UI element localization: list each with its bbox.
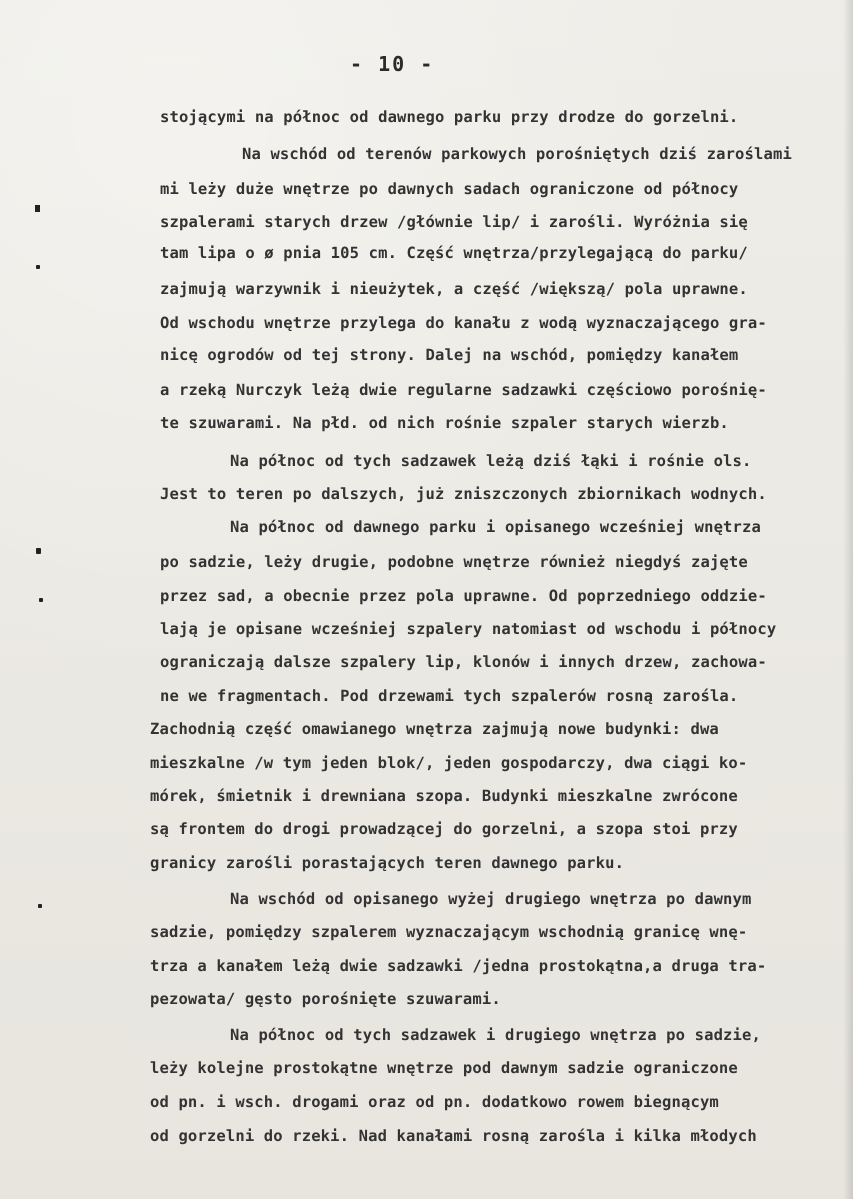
punch-mark (36, 265, 40, 269)
punch-mark (35, 205, 40, 212)
text-line: mi leży duże wnętrze po dawnych sadach ograniczone od północy (160, 180, 739, 198)
text-line: po sadzie, leży drugie, podobne wnętrze również niegdyś zajęte (160, 553, 748, 571)
text-line: Jest to teren po dalszych, już zniszczonych zbiornikach wodnych. (160, 485, 767, 503)
text-line: Na północ od tych sadzawek leżą dziś łąki i rośnie ols. (230, 452, 752, 470)
text-line: są frontem do drogi prowadzącej do gorzelni, a szopa stoi przy (150, 820, 738, 838)
punch-mark (39, 598, 43, 602)
text-line: leży kolejne prostokątne wnętrze pod dawnym sadzie ograniczone (150, 1059, 738, 1077)
text-line: a rzeką Nurczyk leżą dwie regularne sadzawki częściowo porośnię- (160, 381, 767, 399)
punch-mark (36, 548, 41, 554)
text-line: Od wschodu wnętrze przylega do kanału z wodą wyznaczającego gra- (160, 314, 767, 332)
text-line: granicy zarośli porastających teren dawnego parku. (150, 854, 625, 872)
text-line: Na wschód od terenów parkowych porośniętych dziś zaroślami (242, 145, 792, 163)
text-line: mórek, śmietnik i drewniana szopa. Budynki mieszkalne zwrócone (150, 787, 738, 805)
text-line: szpalerami starych drzew /głównie lip/ i zarośli. Wyróżnia się (160, 213, 748, 231)
text-line: te szuwarami. Na płd. od nich rośnie szpaler starych wierzb. (160, 414, 729, 432)
text-line: stojącymi na północ od dawnego parku przy drodze do gorzelni. (160, 108, 739, 126)
text-line: ne we fragmentach. Pod drzewami tych szpalerów rosną zarośla. (160, 687, 739, 705)
text-line: Na północ od dawnego parku i opisanego wcześniej wnętrza (230, 518, 761, 536)
text-line: sadzie, pomiędzy szpalerem wyznaczającym wschodnią granicę wnę- (150, 923, 748, 941)
text-line: lają je opisane wcześniej szpalery natomiast od wschodu i północy (160, 620, 777, 638)
page-number: - 10 - (350, 52, 435, 76)
text-line: Na północ od tych sadzawek i drugiego wnętrza po sadzie, (230, 1026, 761, 1044)
text-line: ograniczają dalsze szpalery lip, klonów i innych drzew, zachowa- (160, 653, 767, 671)
text-line: Na wschód od opisanego wyżej drugiego wnętrza po dawnym (230, 890, 752, 908)
text-line: mieszkalne /w tym jeden blok/, jeden gospodarczy, dwa ciągi ko- (150, 754, 748, 772)
text-line: trza a kanałem leżą dwie sadzawki /jedna prostokątna,a druga tra- (150, 957, 767, 975)
text-line: tam lipa o ø pnia 105 cm. Część wnętrza/przylegającą do parku/ (160, 244, 748, 262)
text-line: pezowata/ gęsto porośnięte szuwarami. (150, 990, 501, 1008)
text-line: od gorzelni do rzeki. Nad kanałami rosną zarośla i kilka młodych (150, 1127, 757, 1145)
text-line: od pn. i wsch. drogami oraz od pn. dodatkowo rowem biegnącym (150, 1093, 719, 1111)
text-line: zajmują warzywnik i nieużytek, a część /większą/ pola uprawne. (160, 280, 748, 298)
text-line: nicę ogrodów od tej strony. Dalej na wschód, pomiędzy kanałem (160, 346, 739, 364)
page-edge-shadow (843, 0, 853, 1199)
punch-mark (38, 904, 42, 908)
text-line: Zachodnią część omawianego wnętrza zajmują nowe budynki: dwa (150, 720, 719, 738)
text-line: przez sad, a obecnie przez pola uprawne. Od poprzedniego oddzie- (160, 587, 767, 605)
